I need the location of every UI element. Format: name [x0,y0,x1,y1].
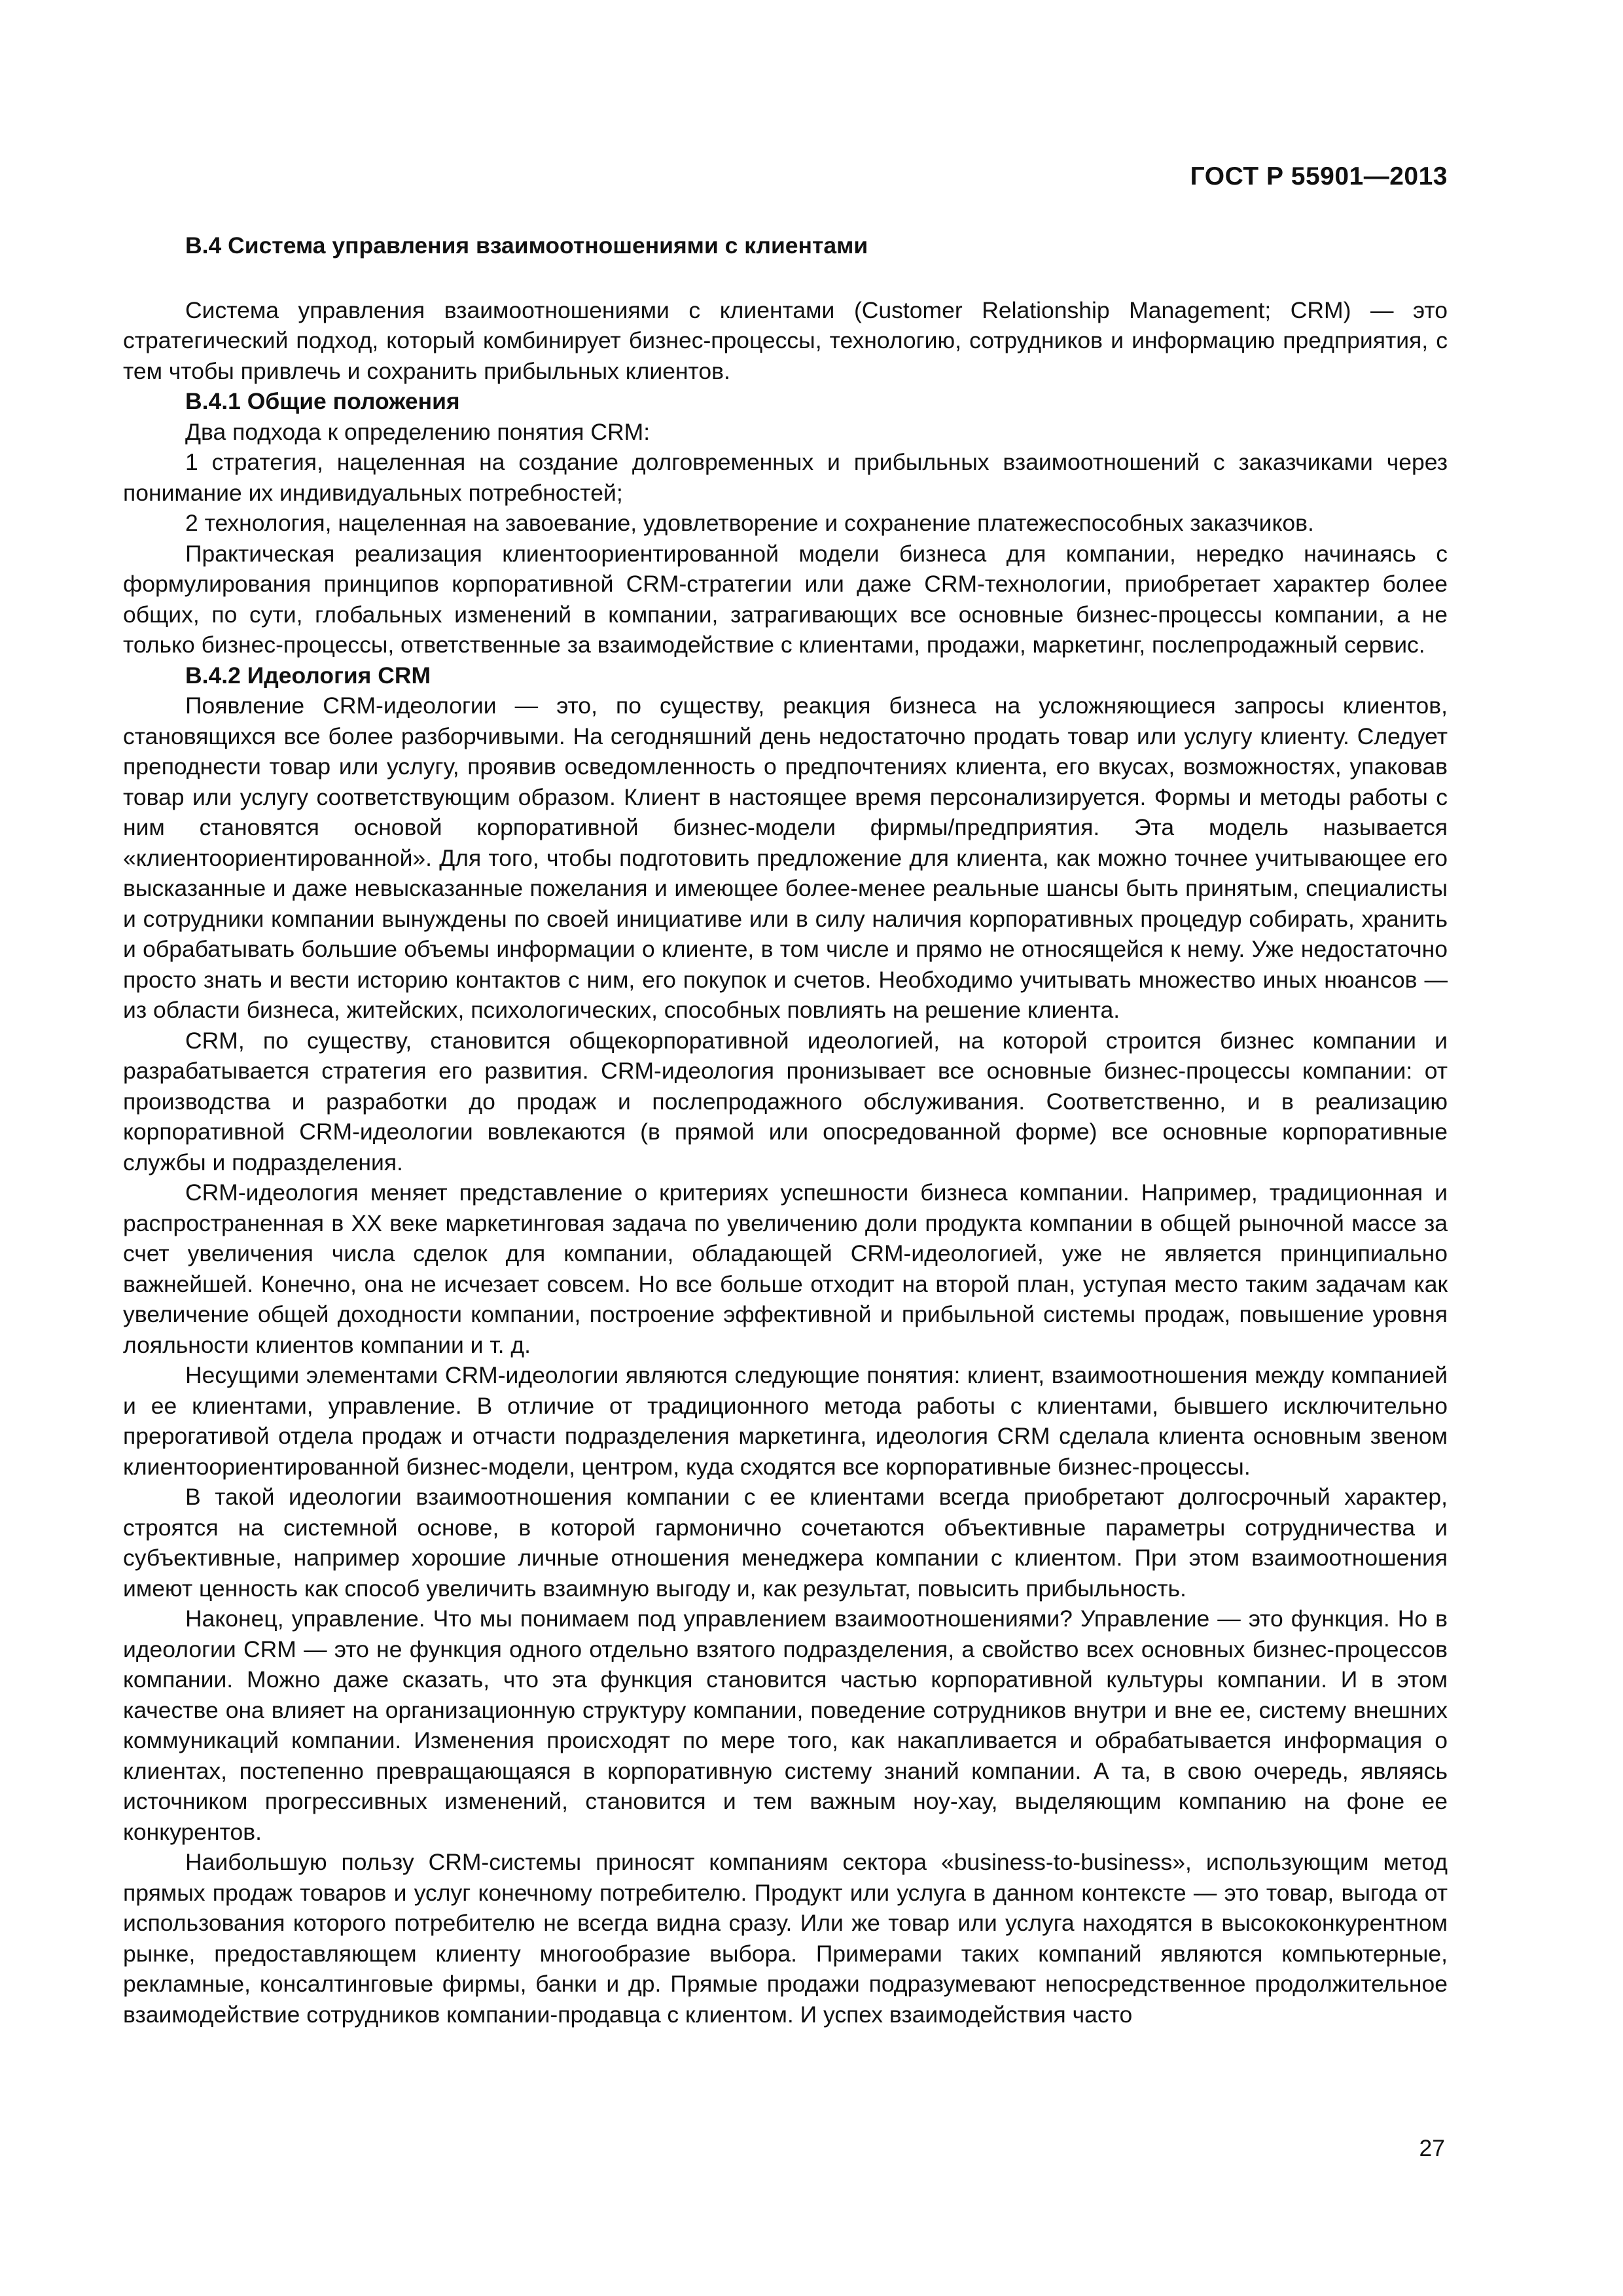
subsection-title-general: В.4.1 Общие положения [185,388,460,414]
paragraph: В такой идеологии взаимоотношения компании с ее клиентами всегда приобретают долгосрочный характер, строятся на системной основе, в которой гармонично сочетаются объективные параметры сотрудничества и субъективные, например хорошие личные отношения менеджера компании с клиентом. При этом взаимоотношения имеют ценность как способ увеличить взаимную выгоду и, как результат, повысить прибыльность. [123,1484,1448,1602]
page-number: 27 [1419,2135,1445,2161]
paragraph: Два подхода к определению понятия CRM: [185,418,651,445]
paragraph: Несущими элементами CRM-идеологии являются следующие понятия: клиент, взаимоотношения между компанией и ее клиентами, управление. В отличие от традиционного метода работы с клиентами, бывшего исключительно прерогативой отдела продаж и отчасти подразделения маркетинга, идеология CRM сделала клиента основным звеном клиентоориентированной бизнес-модели, центром, куда сходятся все корпоративные бизнес-процессы. [123,1362,1448,1480]
section-title: В.4 Система управления взаимоотношениями с клиентами [185,232,868,259]
paragraph: Наибольшую пользу CRM-системы приносят компаниям сектора «business-to-business», использующим метод прямых продаж товаров и услуг конечному потребителю. Продукт или услуга в данном контексте — это товар, выгода от использования которого потребителю не всегда видна сразу. Или же товар или услуга находятся в высококонкурентном рынке, предоставляющем клиенту многообразие выбора. Примерами таких компаний являются компьютерные, рекламные, консалтинговые фирмы, банки и др. Прямые продажи подразумевают непосредственное продолжительное взаимодействие сотрудников компании-продавца с клиентом. И успех взаимодействия часто [123,1849,1448,2028]
document-body [123,230,1448,2030]
intro-paragraph: Система управления взаимоотношениями с клиентами (Customer Relationship Management; CRM) — это стратегический подход, который комбинирует бизнес-процессы, технологию, сотрудников и информацию предприятия, с тем чтобы привлечь и сохранить прибыльных клиентов. [123,296,1448,384]
subsection-title-ideology: В.4.2 Идеология CRM [185,662,431,689]
paragraph: Появление CRM-идеологии — это, по существу, реакция бизнеса на усложняющиеся запросы клиентов, становящихся все более разборчивыми. На сегодняшний день недостаточно продать товар или услугу клиенту. Следует преподнести товар или услугу, проявив осведомленность о предпочтениях клиента, его вкусах, возможностях, упаковав товар или услугу соответствующим образом. Клиент в настоящее время персонализируется. Формы и методы работы с ним становятся основой корпоративной бизнес-модели фирмы/предприятия. Эта модель называется «клиентоориентированной». Для того, чтобы подготовить предложение для клиента, как можно точнее учитывающее его высказанные и даже невысказанные пожелания и имеющее более-менее реальные шансы быть принятым, специалисты и сотрудники компании вынуждены по своей инициативе или в силу наличия корпоративных процедур собирать, хранить и обрабатывать большие объемы информации о клиенте, в том числе и прямо не относящейся к нему. Уже недостаточно просто знать и вести историю контактов с ним, его покупок и счетов. Необходимо учитывать множество иных нюансов — из области бизнеса, житейских, психологических, способных повлиять на решение клиента. [123,692,1448,1023]
paragraph: Наконец, управление. Что мы понимаем под управлением взаимоотношениями? Управление — это функция. Но в идеологии CRM — это не функция одного отдельно взятого подразделения, а свойство всех основных бизнес-процессов компании. Можно даже сказать, что эта функция становится частью корпоративной культуры компании. И в этом качестве она влияет на организационную структуру компании, поведение сотрудников внутри и вне ее, систему внешних коммуникаций компании. Изменения происходят по мере того, как накапливается и обрабатывается информация о клиентах, постепенно превращающаяся в корпоративную систему знаний компании. А та, в свою очередь, являясь источником прогрессивных изменений, становится и тем важным ноу-хау, выделяющим компанию на фоне ее конкурентов. [123,1605,1448,1845]
paragraph: Практическая реализация клиентоориентированной модели бизнеса для компании, нередко начинаясь с формулирования принципов корпоративной CRM-стратегии или даже CRM-технологии, приобретает характер более общих, по сути, глобальных изменений в компании, затрагивающих все основные бизнес-процессы компании, а не только бизнес-процессы, ответственные за взаимодействие с клиентами, продажи, маркетинг, послепродажный сервис. [123,540,1448,658]
paragraph: 2 технология, нацеленная на завоевание, удовлетворение и сохранение платежеспособных заказчиков. [185,510,1314,536]
document-header: ГОСТ Р 55901—2013 [1190,162,1448,190]
paragraph: CRM, по существу, становится общекорпоративной идеологией, на которой строится бизнес компании и разрабатывается стратегия его развития. CRM-идеология пронизывает все основные бизнес-процессы компании: от производства и разработки до продаж и послепродажного обслуживания. Соответственно, и в реализацию корпоративной CRM-идеологии вовлекаются (в прямой или опосредованной форме) все основные корпоративные службы и подразделения. [123,1027,1448,1175]
paragraph: CRM-идеология меняет представление о критериях успешности бизнеса компании. Например, традиционная и распространенная в XX веке маркетинговая задача по увеличению доли продукта компании в общей рыночной массе за счет увеличения числа сделок для компании, обладающей CRM-идеологией, уже не является принципиально важнейшей. Конечно, она не исчезает совсем. Но все больше отходит на второй план, уступая место таким задачам как увеличение общей доходности компании, построение эффективной и прибыльной системы продаж, повышение уровня лояльности клиентов компании и т. д. [123,1179,1448,1358]
paragraph: 1 стратегия, нацеленная на создание долговременных и прибыльных взаимоотношений с заказчиками через понимание их индивидуальных потребностей; [123,449,1448,506]
